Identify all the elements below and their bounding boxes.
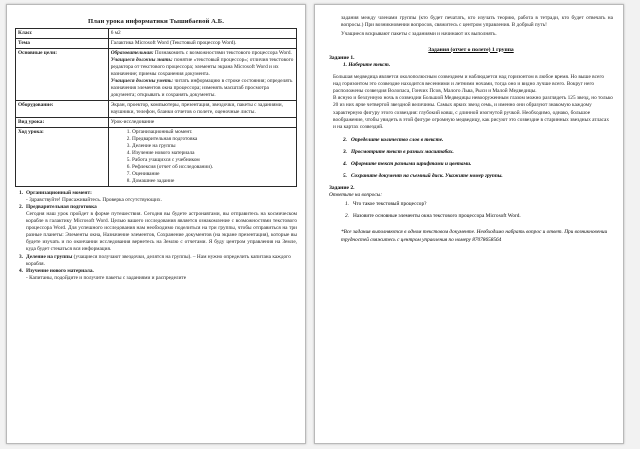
- step-detail: - Здравствуйте! Присаживайтесь. Проверка отсутствующих.: [26, 196, 162, 203]
- lesson-step: [15, 204, 297, 211]
- item-text: Просмотрите текст в разных масштабах.: [350, 149, 454, 156]
- step-number: 4.: [19, 267, 23, 274]
- step-heading: Организационный момент:: [26, 189, 92, 196]
- page-title: План урока информатики Тышибаевой А.Б.: [88, 18, 224, 25]
- task-2-subtitle: Ответьте на вопросы:: [329, 192, 383, 199]
- row-label: Тема: [16, 38, 109, 48]
- task-1-item: [343, 149, 613, 155]
- task-2-label: Задание 2.: [329, 185, 355, 192]
- row-label: Класс: [16, 29, 109, 39]
- list-item: 1. Организационный момент.: [126, 128, 193, 135]
- document-page-2: [314, 4, 624, 444]
- list-item: 8. Домашнее задание: [126, 177, 175, 184]
- lesson-step: [15, 254, 297, 268]
- step-heading-tail: (учащиеся получают звездочки, делятся на группы). – Нам нужно определить капитана каждого корабля.: [26, 253, 291, 267]
- goal-lead: Образовательная:: [110, 49, 154, 56]
- goal-block: [111, 78, 294, 99]
- table-row: [16, 127, 297, 186]
- task-1-item: [343, 137, 613, 143]
- step-body: [26, 268, 297, 275]
- list-item: 6. Рефлексия (отчет об исследовании).: [126, 163, 214, 170]
- lesson-plan-table: [15, 28, 297, 187]
- item-number: 3.: [343, 149, 347, 156]
- goal-text: Познакомить с возможностями текстового процессора Word.: [153, 49, 292, 56]
- table-row: [16, 48, 297, 100]
- goal-text: читать информацию в строке состояния; определять назначения элементов окна процессора; изменять масштаб просмотра документа; открывать и сохранять документы.: [110, 77, 293, 98]
- document-page-1: [6, 4, 306, 444]
- lesson-step: [15, 190, 297, 197]
- table-row: [16, 100, 297, 117]
- item-number: 2.: [343, 137, 347, 144]
- table-row: [16, 38, 297, 48]
- row-label: Оборудование:: [16, 100, 109, 117]
- task-1-item: [343, 161, 613, 167]
- tasks-heading: Задания (отчет о полете) 1 группа: [428, 46, 514, 53]
- step-heading: Деление на группы: [26, 253, 73, 260]
- list-item: 7. Оценивание: [126, 170, 160, 177]
- item-number: 1.: [343, 61, 347, 68]
- list-item: 3. Деление на группы: [126, 142, 176, 149]
- row-value: Экран, проектор, компьютеры, презентация, звездочки, пакеты с заданиями, наушники, телефон, бланки отчетов о полете, оценочные листы.: [108, 100, 296, 117]
- list-item: 5. Работа учащихся с учебником: [126, 156, 200, 163]
- lesson-stages-list: [111, 129, 294, 185]
- row-value: [108, 48, 296, 100]
- goal-lead: Учащиеся должны знать:: [110, 56, 173, 63]
- question-item: [345, 201, 613, 207]
- lesson-steps-section: [15, 190, 297, 282]
- reading-text: [333, 74, 613, 132]
- item-text: Наберите текст.: [348, 61, 391, 68]
- item-number: 5.: [343, 173, 347, 180]
- goal-block: [111, 57, 294, 78]
- step-number: 1.: [19, 189, 23, 196]
- step-heading: Изучение нового материала.: [26, 267, 94, 274]
- table-row: [16, 29, 297, 39]
- step-detail: Сегодня наш урок пройдет в форме путешествия. Сегодня вы будете астронавтами, вы отправитесь на космическом корабле в галактику Microsoft Word. Целью вашего исследования является ознакомление с возможностями текстового процессора Word. Для успешного исследования нам необходимо поделиться на три группы, чтобы отправиться на три разные планеты: Элементы окна, Назначение элементов, Сохранение документов (на экране презентация), которые вы будете изучать и по окончании исследования вернетесь на Землю с отчетами. Я буду центром управления на Земле, куда будет стекаться вся информация.: [26, 210, 297, 253]
- row-value: Урок-исследование: [108, 117, 296, 127]
- step-detail: - Капитаны, подойдите и получите пакеты с заданиями и распределите: [26, 274, 187, 281]
- paragraph: Большая медведица является околополюсным созвездием и наблюдается над горизонтом в любое время. Но выше всего над горизонтом это созвездие находится весенними и летними ночами, тогда оно и видно лучше всего. Вокруг него расположены созвездия Волопаса, Гончих Псов, Малого Льва, Рыси и Малой Медведицы.: [333, 73, 605, 95]
- task-2-question-list: [345, 201, 613, 219]
- step-heading: Предварительная подготовка: [26, 203, 97, 210]
- lesson-step: [15, 268, 297, 275]
- row-value: [108, 127, 296, 186]
- item-text: Оформите текст разными шрифтами и цветами.: [350, 161, 472, 168]
- step-body: [26, 204, 297, 211]
- task-1-item-1: [343, 62, 613, 68]
- row-value: Галактика Microsoft Word (Текстовый процессор Word).: [108, 38, 296, 48]
- item-text: Сохраните документ на съемный диск. Укажите номер группы.: [350, 173, 503, 180]
- step-body: [26, 254, 297, 268]
- step-number: 3.: [19, 253, 23, 260]
- goal-block: [111, 50, 294, 57]
- item-text: Назовите основные элементы окна текстового процессора Microsoft Word.: [352, 213, 521, 220]
- table-row: [16, 117, 297, 127]
- item-text: Определите количество слов в тексте.: [350, 137, 444, 144]
- item-number: 2.: [345, 213, 349, 220]
- list-item: 4. Изучение нового материала: [126, 149, 195, 156]
- task-1-label: Задание 1.: [329, 54, 355, 61]
- item-number: 4.: [343, 161, 347, 168]
- row-label: Основные цели:: [16, 48, 109, 100]
- step-number: 2.: [19, 203, 23, 210]
- step-body: [26, 190, 297, 197]
- paragraph: В ясную и безлунную ночь в созвездии Большой Медведицы невооруженным глазом можно разглядеть 125 звезд, но только 20 из них ярче четвертой звездной величины. Самых ярких звезд семь, и именно они образуют знакомую каждому характерную фигуру этого созвездия: глубокий ковш, с длинной изогнутой ручкой. Необходимо, однако, большое воображение, чтобы увидеть в этой фигуре огромную медведицу, как рисуют это созвездие в старинных звездных атласах и на картах созвездий.: [333, 95, 613, 131]
- row-value: 6 м2: [108, 29, 296, 39]
- row-label: Вид урока:: [16, 117, 109, 127]
- intro-paragraph: задания между членами группы (кто будет печатать, кто изучать теорию, работа в тетради, кто будет отвечать на вопросы.) При возникновении вопросов, свяжитесь с центром управления. В добрый путь!: [341, 15, 613, 29]
- item-text: Что такое текстовый процессор?: [352, 201, 427, 208]
- intro-paragraph-2: Учащиеся вскрывают пакеты с заданиями и начинают их выполнять.: [341, 31, 497, 38]
- row-label: Ход урока:: [16, 127, 109, 186]
- footnote: *Все задания выполняются в одном текстовом документе. Необходимо набрать вопрос и ответ. При возникновении трудностей свяжитесь с центром управления по номеру 87078658564: [341, 229, 608, 243]
- question-item: [345, 213, 613, 219]
- list-item: 2. Предварительная подготовка: [126, 135, 198, 142]
- goal-text: понятие «текстовый процессор»; отличия текстового редактора от текстового процессора; элементы экрана Microsoft Word и их назначение; приемы сохранения документа.: [110, 56, 294, 77]
- goal-lead: Учащиеся должны уметь:: [110, 77, 174, 84]
- item-number: 1.: [345, 201, 349, 208]
